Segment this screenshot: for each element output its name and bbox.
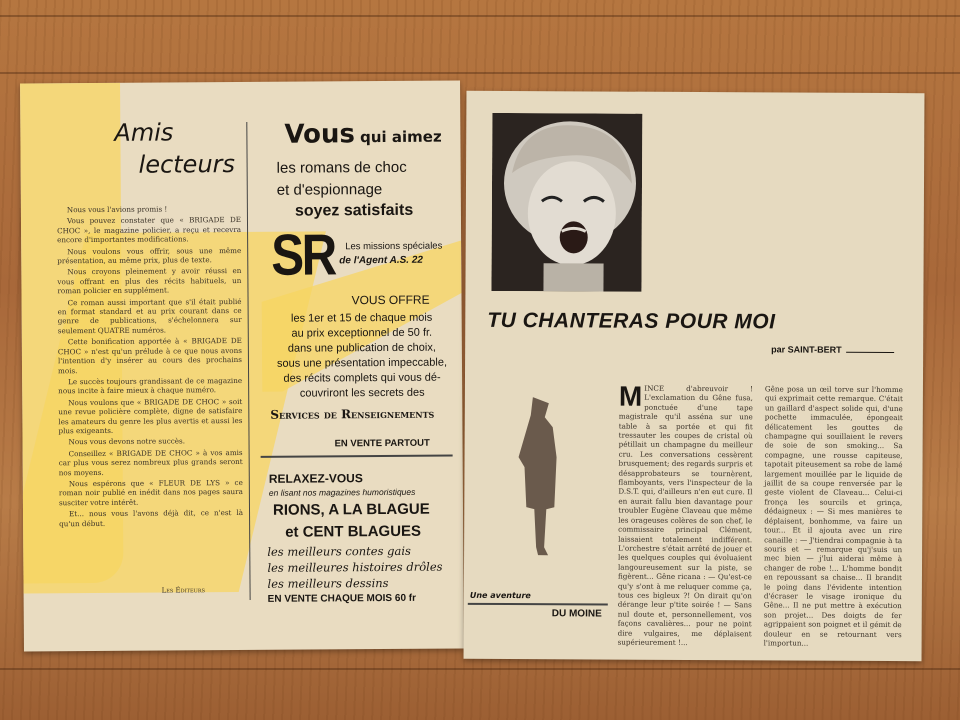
en-vente-chaque-mois: EN VENTE CHAQUE MOIS 60 fr [267,592,417,605]
letter-paragraph: Nous vous devons notre succès. [68,436,186,447]
letter-paragraph: Nous espérons que « FLEUR DE LYS » ce roman noir publié en inédit dans nos pages saura susciter votre intérêt. [58,477,243,508]
wood-plank-seam [0,15,960,17]
relaxez-vous: RELAXEZ-VOUS [268,471,363,486]
letter-paragraph: Et... nous vous l'avons déjà dit, ce n'est là qu'un début. [59,508,244,528]
letter-paragraph: Vous pouvez constater que « BRIGADE DE CHOC », le magazine policier, a reçu et recevra encore d'importantes modifications. [57,215,242,245]
letter-paragraph: Conseillez « BRIGADE DE CHOC » à vos amis car plus vous serez nombreux plus grands seront nos moyens. [58,447,243,477]
script-line: les meilleurs contes gais [267,543,411,559]
script-line: les meilleurs dessins [267,575,389,591]
sr-caption-2: de l'Agent A.S. 22 [339,254,424,267]
en-lisant: en lisant nos magazines humoristiques [268,486,416,498]
ad-line3: et d'espionnage [276,181,383,199]
sr-logo: SR [271,222,335,288]
byline-text: par SAINT-BERT [771,344,842,355]
script-line: les meilleures histoires drôles [267,559,443,575]
story-column-1 [617,380,753,648]
ad-line4: soyez satisfaits [294,201,414,220]
story-text-col1: INCE d'abreuvoir ! L'exclamation du Gêne fusa, ponctuée d'une tape magistrale qu'il asséna sur une table à sa portée et qui fit tressauter les coupes de cristal où pétillait un champagne du meilleur cru. Les conversations cessèrent brusquement; des regards surpris et désapprobateurs se tournèrent, flamboyants, vers l'inspecteur de la D.S.T. qui, d'ailleurs n'en eut cure. Il en aurait fallu bien davantage pour troubler Eugène Claveau que même les orageuses colères de son chef, le commissaire principal Clément, laissaient totalement indifférent. L'orchestre s'était arrêté de jouer et les quelques couples qui évoluaient langoureusement sur la piste, se figèrent... Gêne ricana : — Qu'est-ce qu'y s'ont à me reluquer comme ça, tous ces bigleux ?! On dirait qu'on dérange leur p'tite soirée ! — Sans nul doute et, personnellement, vos façons cavalières... pour ne point dire vulgaires, me déplaisent supérieurement !... [617,383,753,647]
letter-paragraph: Le succès toujours grandissant de ce magazine nous incite à faire mieux à chaque numéro. [58,375,243,396]
offer-line: couvriront les secrets des [299,386,425,400]
ad-divider [261,455,453,458]
story-text-col2: Gêne posa un œil torve sur l'homme qui exprimait cette remarque. C'était un gaillard d'aspect solide qui, d'une pochette immaculée, épongeait délicatement les gouttes de champagne qui souillaient le revers de soie de son smoking... Sa compagne, une rousse capiteuse, tapotait piteusement sa robe de lamé largement mouillée par le liquide de jaillit de sa coupe renversée par le geste violent de Claveau... Celui-ci fronça les sourcils et grinça, dédaigneux : — Si mes manières te déplaisent, bonhomme, va faire un tour... Et il ajouta avec un rire canaille : — J'tiendrai compagnie à ta souris et — remarque qu'j'suis un mec bien — j'lui aiderai même à changer de robe !... L'homme bondit en repoussant sa chaise... Il brandit le poing dans l'évidente intention d'écraser le visage ironique du Gêne... Il ne put mettre à exécution son projet... Des doigts de fer agrippaient son poignet et il gémit de douleur en se retournant vers l'importun... [763,384,903,648]
offer-line: dans une publication de choix, [287,341,436,355]
left-page [20,80,464,651]
letter-paragraph: Nous voulons vous offrir, sous une même présentation, au même prix, plus de texte. [57,245,242,266]
series-rule [468,603,608,605]
singer-illustration [491,113,642,292]
series-name: DU MOINE [551,608,602,620]
ad-vous: Vous [284,119,356,150]
byline [771,344,894,355]
signature: Les Éditeurs [161,586,206,595]
letter-paragraph: Nous vous l'avions promis ! [66,204,168,215]
heading-lecteurs: lecteurs [138,150,236,179]
sr-caption-1: Les missions spéciales [345,240,443,253]
heading-amis: Amis [114,118,174,147]
script-lines [267,543,457,592]
ad-line2: les romans de choc [276,158,407,177]
cent-blagues: et CENT BLAGUES [285,522,422,541]
letter-paragraph: Ce roman aussi important que s'il était publié en format standard et au prix courant dans ce genre de publications, s'échelonnera sur seulement QUATRE numéros. [57,296,242,336]
wood-plank-seam [0,668,960,670]
letter-paragraph: Cette bonification apportée à « BRIGADE DE CHOC » n'est qu'un prélude à ce que nous avons l'intention d'y insérer au cours des prochains mois. [57,336,242,375]
vous-offre: VOUS OFFRE [351,292,430,308]
services-de-renseignements: Services de Renseignements [270,406,435,422]
offer-text [266,310,459,401]
offer-line: les 1er et 15 de chaque mois [290,311,433,325]
editorial-letter [57,204,243,530]
ad-line1: qui aimez [359,127,442,147]
offer-line: des récits complets qui vous dé- [283,371,441,385]
wood-plank-seam [0,72,960,74]
silhouette-figure [514,397,565,557]
letter-paragraph: Nous voulons que « BRIGADE DE CHOC » soit une revue policière complète, digne de satisfaire les amateurs du genre les plus avertis et aussi les plus exigeants. [58,396,243,436]
en-vente-partout: EN VENTE PARTOUT [334,437,430,450]
drop-cap: M [618,380,643,412]
offer-line: sous une présentation impeccable, [276,356,448,370]
series-label: Une aventure [469,590,531,601]
ad-block [284,118,460,149]
letter-paragraph: Nous croyons pleinement y avoir réussi en vous offrant en plus des récits habituels, un roman policier en supplément. [57,266,242,296]
offer-line: au prix exceptionnel de 50 fr. [291,326,433,340]
story-title: TU CHANTERAS POUR MOI [487,308,776,334]
right-page [464,91,925,661]
rions-a-la-blague: RIONS, A LA BLAGUE [272,500,430,519]
